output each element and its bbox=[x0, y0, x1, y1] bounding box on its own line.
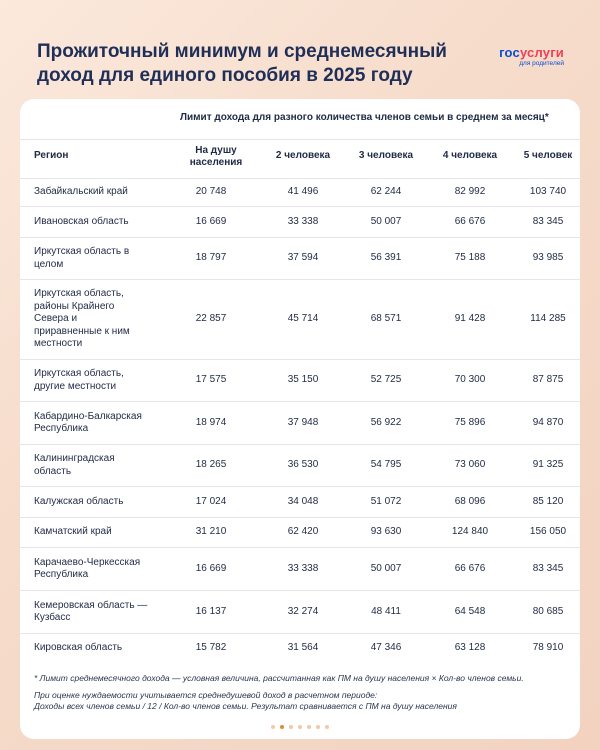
value-3-persons: 62 244 bbox=[370, 186, 402, 198]
value-5-persons: 85 120 bbox=[532, 495, 564, 507]
value-2-persons: 37 594 bbox=[287, 252, 319, 264]
table-row bbox=[20, 444, 580, 486]
header bbox=[0, 0, 600, 100]
table-row bbox=[20, 401, 580, 444]
value-2-persons: 36 530 bbox=[287, 459, 319, 471]
carousel-dot-active[interactable] bbox=[280, 725, 284, 729]
region-cell: Карачаево-Черкесская Республика bbox=[34, 556, 141, 580]
table-row bbox=[20, 206, 580, 237]
region-cell: Камчатский край bbox=[34, 526, 112, 538]
table-row bbox=[20, 486, 580, 517]
value-3-persons: 56 922 bbox=[370, 416, 402, 428]
table-row bbox=[20, 359, 580, 401]
value-5-persons: 83 345 bbox=[532, 215, 564, 227]
region-cell: Иркутская область в целом bbox=[34, 246, 130, 270]
value-3-persons: 48 411 bbox=[371, 605, 401, 617]
value-2-persons: 41 496 bbox=[287, 186, 319, 198]
value-2-persons: 34 048 bbox=[287, 495, 319, 507]
value-per-capita: 16 669 bbox=[195, 562, 227, 574]
value-4-persons: 75 188 bbox=[454, 252, 486, 264]
value-3-persons: 51 072 bbox=[370, 495, 402, 507]
value-2-persons: 31 564 bbox=[287, 642, 319, 654]
value-2-persons: 32 274 bbox=[287, 605, 319, 617]
value-5-persons: 83 345 bbox=[532, 562, 564, 574]
value-3-persons: 56 391 bbox=[370, 252, 402, 264]
carousel-dot[interactable] bbox=[325, 725, 329, 729]
table-row bbox=[20, 547, 580, 590]
value-3-persons: 93 630 bbox=[370, 526, 402, 538]
region-cell: Иркутская область, другие местности bbox=[34, 368, 124, 392]
table-row bbox=[20, 178, 580, 206]
region-cell: Ивановская область bbox=[34, 215, 129, 227]
value-3-persons: 68 571 bbox=[370, 313, 402, 325]
table-row bbox=[20, 237, 580, 279]
value-5-persons: 80 685 bbox=[532, 605, 564, 617]
value-4-persons: 64 548 bbox=[454, 605, 486, 617]
region-cell: Кабардино-Балкарская Республика bbox=[34, 410, 142, 434]
value-2-persons: 62 420 bbox=[287, 526, 319, 538]
value-per-capita: 20 748 bbox=[195, 186, 227, 198]
region-cell: Забайкальский край bbox=[34, 186, 128, 198]
column-header-3-persons: 3 человека bbox=[358, 150, 414, 161]
value-5-persons: 114 285 bbox=[530, 313, 566, 325]
value-per-capita: 15 782 bbox=[195, 642, 227, 654]
value-4-persons: 66 676 bbox=[454, 215, 486, 227]
logo-uslugi-text: услуги bbox=[519, 45, 564, 60]
logo-subtitle: для родителей bbox=[519, 60, 564, 67]
value-per-capita: 17 575 bbox=[195, 374, 227, 386]
gosuslugi-logo[interactable] bbox=[499, 46, 564, 68]
region-cell: Калужская область bbox=[34, 495, 124, 507]
value-4-persons: 82 992 bbox=[454, 186, 486, 198]
value-per-capita: 22 857 bbox=[195, 313, 227, 325]
region-cell: Кемеровская область — Кузбасс bbox=[34, 599, 148, 623]
calculation-note-line-2: Доходы всех членов семьи / 12 / Кол-во членов семьи. Результат сравнивается с ПМ на душу населения bbox=[34, 701, 457, 711]
table-card bbox=[20, 99, 580, 739]
table-row bbox=[20, 590, 580, 633]
carousel-dots bbox=[20, 725, 580, 731]
value-4-persons: 124 840 bbox=[451, 526, 489, 538]
carousel-dot[interactable] bbox=[271, 725, 275, 729]
value-4-persons: 63 128 bbox=[454, 642, 486, 654]
value-2-persons: 45 714 bbox=[287, 313, 319, 325]
value-5-persons: 94 870 bbox=[532, 416, 564, 428]
value-4-persons: 75 896 bbox=[454, 416, 486, 428]
value-2-persons: 33 338 bbox=[287, 215, 319, 227]
carousel-dot[interactable] bbox=[298, 725, 302, 729]
column-header-region: Регион bbox=[34, 150, 69, 161]
region-cell: Кировская область bbox=[34, 642, 123, 654]
value-4-persons: 91 428 bbox=[454, 313, 486, 325]
value-5-persons: 156 050 bbox=[529, 526, 567, 538]
value-2-persons: 35 150 bbox=[287, 374, 319, 386]
value-5-persons: 78 910 bbox=[532, 642, 564, 654]
value-5-persons: 103 740 bbox=[529, 186, 567, 198]
value-2-persons: 33 338 bbox=[287, 562, 319, 574]
calculation-note-line-1: При оценке нуждаемости учитывается среднедушевой доход в расчетном периоде: bbox=[34, 690, 378, 700]
page-title: Прожиточный минимум и среднемесячный доход для единого пособия в 2025 году bbox=[37, 41, 447, 86]
table-row bbox=[20, 279, 580, 359]
value-per-capita: 18 974 bbox=[195, 416, 227, 428]
value-4-persons: 68 096 bbox=[454, 495, 486, 507]
value-3-persons: 47 346 bbox=[370, 642, 402, 654]
table-row bbox=[20, 633, 580, 663]
value-per-capita: 31 210 bbox=[195, 526, 227, 538]
value-per-capita: 16 669 bbox=[195, 215, 227, 227]
value-3-persons: 52 725 bbox=[370, 374, 402, 386]
value-5-persons: 91 325 bbox=[532, 459, 564, 471]
logo-gos-text: гос bbox=[499, 45, 520, 60]
calculation-note bbox=[34, 690, 574, 712]
region-cell: Калининградская область bbox=[34, 453, 115, 477]
value-2-persons: 37 948 bbox=[287, 416, 319, 428]
column-header-4-persons: 4 человека bbox=[442, 150, 498, 161]
value-per-capita: 17 024 bbox=[195, 495, 227, 507]
value-3-persons: 50 007 bbox=[370, 562, 402, 574]
value-per-capita: 16 137 bbox=[195, 605, 227, 617]
value-per-capita: 18 265 bbox=[195, 459, 227, 471]
carousel-dot[interactable] bbox=[307, 725, 311, 729]
value-5-persons: 93 985 bbox=[532, 252, 564, 264]
column-header-5-persons: 5 человек bbox=[523, 150, 573, 161]
table-row bbox=[20, 517, 580, 547]
value-3-persons: 50 007 bbox=[370, 215, 402, 227]
value-3-persons: 54 795 bbox=[370, 459, 402, 471]
value-4-persons: 70 300 bbox=[454, 374, 486, 386]
value-per-capita: 18 797 bbox=[195, 252, 227, 264]
carousel-dot[interactable] bbox=[289, 725, 293, 729]
column-header-2-persons: 2 человека bbox=[275, 150, 331, 161]
carousel-dot[interactable] bbox=[316, 725, 320, 729]
value-4-persons: 66 676 bbox=[454, 562, 486, 574]
value-4-persons: 73 060 bbox=[454, 459, 486, 471]
table-body bbox=[20, 178, 580, 663]
value-5-persons: 87 875 bbox=[532, 374, 564, 386]
limit-heading: Лимит дохода для разного количества членов семьи в среднем за месяц* bbox=[180, 112, 549, 123]
region-cell: Иркутская область, районы Крайнего Севера и приравненные к ним местности bbox=[34, 288, 130, 350]
footnote: * Лимит среднемесячного дохода — условная величина, рассчитанная как ПМ на душу населения × Кол-во членов семьи. bbox=[34, 673, 524, 683]
column-header-per-capita: На душу населения bbox=[189, 145, 243, 168]
